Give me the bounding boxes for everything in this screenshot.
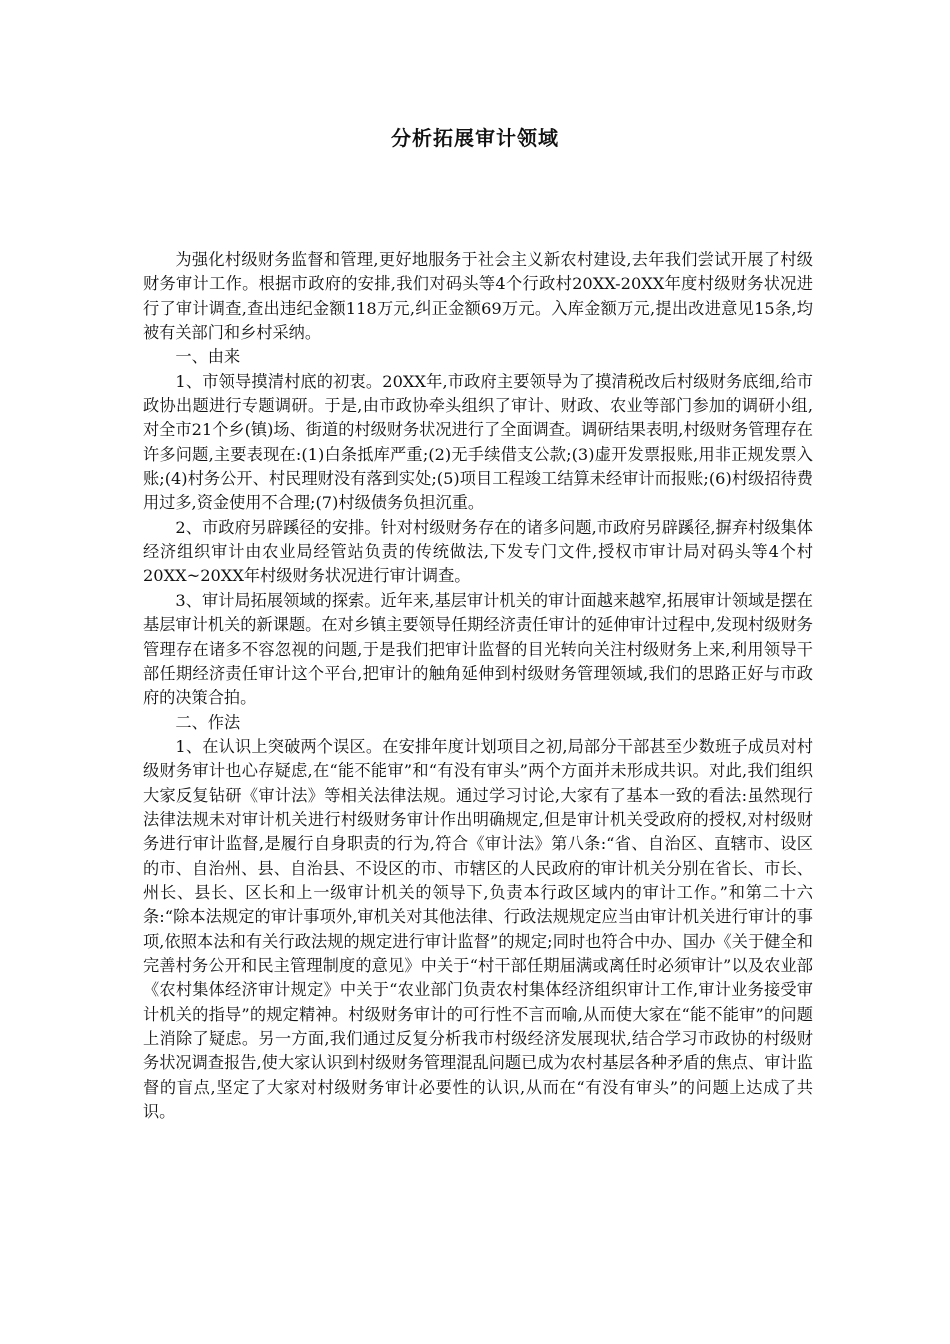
document-body (143, 248, 813, 1124)
section-heading-method: 二、作法 (175, 712, 241, 732)
paragraph-origin-2: 2、市政府另辟蹊径的安排。针对村级财务存在的诸多问题,市政府另辟蹊径,摒弃村级集体经济组织审计由农业局经管站负责的传统做法,下发专门文件,授权市审计局对码头等4个村20XX~20XX年村级财务状况进行审计调查。 (143, 517, 813, 586)
paragraph-origin-1: 1、市领导摸清村底的初衷。20XX年,市政府主要领导为了摸清税改后村级财务底细,给市政协出题进行专题调研。于是,由市政协牵头组织了审计、财政、农业等部门参加的调研小组,对全市21个乡(镇)场、街道的村级财务状况进行了全面调查。调研结果表明,村级财务管理存在许多问题,主要表现在:(1)白条抵库严重;(2)无手续借支公款;(3)虚开发票报账,用非正规发票入账;(4)村务公开、村民理财没有落到实处;(5)项目工程竣工结算未经审计而报账;(6)村级招待费用过多,资金使用不合理;(7)村级债务负担沉重。 (143, 371, 813, 513)
document-title: 分析拓展审计领域 (391, 126, 559, 150)
paragraph-origin-3: 3、审计局拓展领域的探索。近年来,基层审计机关的审计面越来越窄,拓展审计领域是摆在基层审计机关的新课题。在对乡镇主要领导任期经济责任审计的延伸审计过程中,发现村级财务管理存在诸多不容忽视的问题,于是我们把审计监督的目光转向关注村级财务上来,利用领导干部任期经济责任审计这个平台,把审计的触角延伸到村级财务管理领域,我们的思路正好与市政府的决策合拍。 (143, 590, 813, 708)
paragraph-method-1: 1、在认识上突破两个误区。在安排年度计划项目之初,局部分干部甚至少数班子成员对村级财务审计也心存疑虑,在“能不能审”和“有没有审头”两个方面并未形成共识。对此,我们组织大家反复钻研《审计法》等相关法律法规。通过学习讨论,大家有了基本一致的看法:虽然现行法律法规未对审计机关进行村级财务审计作出明确规定,但是审计机关受政府的授权,对村级财务进行审计监督,是履行自身职责的行为,符合《审计法》第八条:“省、自治区、直辖市、设区的市、自治州、县、自治县、不设区的市、市辖区的人民政府的审计机关分别在省长、市长、州长、县长、区长和上一级审计机关的领导下,负责本行政区域内的审计工作。”和第二十六条:“除本法规定的审计事项外,审机关对其他法律、行政法规规定应当由审计机关进行审计的事项,依照本法和有关行政法规的规定进行审计监督”的规定;同时也符合中办、国办《关于健全和完善村务公开和民主管理制度的意见》中关于“村干部任期届满或离任时必须审计”以及农业部《农村集体经济审计规定》中关于“农业部门负责农村集体经济组织审计工作,审计业务接受审计机关的指导”的规定精神。村级财务审计的可行性不言而喻,从而使大家在“能不能审”的问题上消除了疑虑。另一方面,我们通过反复分析我市村级经济发展现状,结合学习市政协的村级财务状况调查报告,使大家认识到村级财务管理混乱问题已成为农村基层各种矛盾的焦点、审计监督的盲点,坚定了大家对村级财务审计必要性的认识,从而在“有没有审头”的问题上达成了共识。 (143, 736, 813, 1122)
section-heading-origin: 一、由来 (175, 347, 241, 367)
intro-paragraph: 为强化村级财务监督和管理,更好地服务于社会主义新农村建设,去年我们尝试开展了村级财务审计工作。根据市政府的安排,我们对码头等4个行政村20XX-20XX年度村级财务状况进行了审计调查,查出违纪金额118万元,纠正金额69万元。入库金额万元,提出改进意见15条,均被有关部门和乡村采纳。 (143, 250, 813, 343)
